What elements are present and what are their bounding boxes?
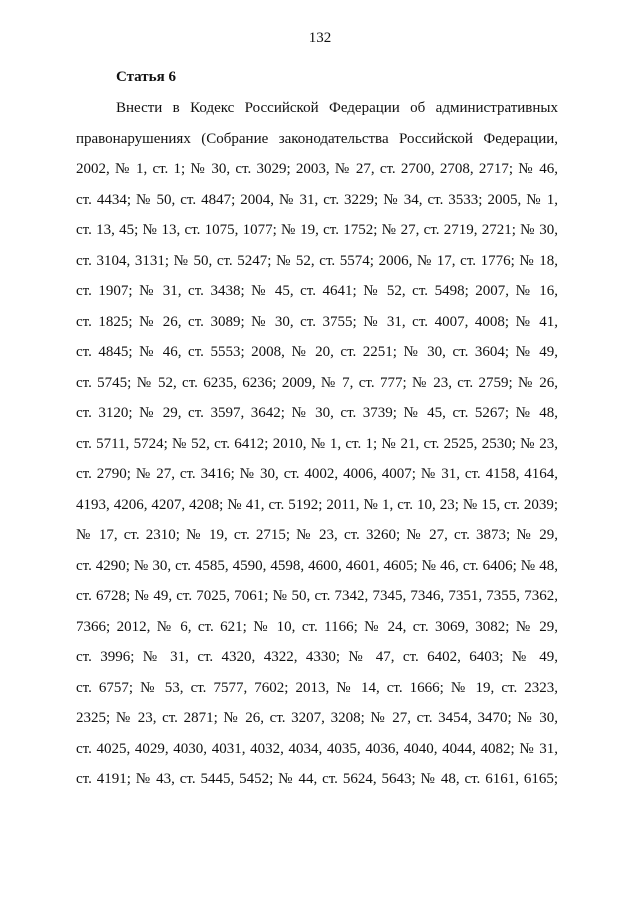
body-line: ст. 6728; № 49, ст. 7025, 7061; № 50, ст. 7342, 7345, 7346, 7351, 7355, 7362, <box>76 588 558 604</box>
body-line: ст. 6757; № 53, ст. 7577, 7602; 2013, № 14, ст. 1666; № 19, ст. 2323, <box>76 679 558 696</box>
body-line: 4193, 4206, 4207, 4208; № 41, ст. 5192; 2011, № 1, ст. 10, 23; № 15, ст. 2039; <box>76 496 558 513</box>
page-number: 132 <box>308 30 332 46</box>
body-line: ст. 13, 45; № 13, ст. 1075, 1077; № 19, ст. 1752; № 27, ст. 2719, 2721; № 30, <box>76 222 558 238</box>
body-line: 2002, № 1, ст. 1; № 30, ст. 3029; 2003, № 27, ст. 2700, 2708, 2717; № 46, <box>76 161 558 177</box>
body-line: Внести в Кодекс Российской Федерации об административных <box>116 100 558 116</box>
body-line: 7366; 2012, № 6, ст. 621; № 10, ст. 1166; № 24, ст. 3069, 3082; № 29, <box>76 618 558 635</box>
body-line: ст. 5711, 5724; № 52, ст. 6412; 2010, № 1, ст. 1; № 21, ст. 2525, 2530; № 23, <box>76 435 558 452</box>
body-line: ст. 3996; № 31, ст. 4320, 4322, 4330; № 47, ст. 6402, 6403; № 49, <box>76 649 558 665</box>
article-body <box>76 98 558 800</box>
body-line: правонарушениях (Собрание законодательства Российской Федерации, <box>76 130 558 147</box>
body-line: ст. 1907; № 31, ст. 3438; № 45, ст. 4641; № 52, ст. 5498; 2007, № 16, <box>76 283 558 299</box>
body-line: ст. 3104, 3131; № 50, ст. 5247; № 52, ст. 5574; 2006, № 17, ст. 1776; № 18, <box>76 252 558 269</box>
body-line: № 17, ст. 2310; № 19, ст. 2715; № 23, ст. 3260; № 27, ст. 3873; № 29, <box>76 527 558 543</box>
body-line: ст. 4434; № 50, ст. 4847; 2004, № 31, ст. 3229; № 34, ст. 3533; 2005, № 1, <box>76 191 558 208</box>
body-line: ст. 1825; № 26, ст. 3089; № 30, ст. 3755; № 31, ст. 4007, 4008; № 41, <box>76 313 558 330</box>
body-line: ст. 4191; № 43, ст. 5445, 5452; № 44, ст. 5624, 5643; № 48, ст. 6161, 6165; <box>76 771 558 787</box>
body-line: 2325; № 23, ст. 2871; № 26, ст. 3207, 3208; № 27, ст. 3454, 3470; № 30, <box>76 710 558 726</box>
body-line: ст. 3120; № 29, ст. 3597, 3642; № 30, ст. 3739; № 45, ст. 5267; № 48, <box>76 405 558 421</box>
body-line: ст. 5745; № 52, ст. 6235, 6236; 2009, № 7, ст. 777; № 23, ст. 2759; № 26, <box>76 374 558 391</box>
article-title: Статья 6 <box>116 69 176 85</box>
body-line: ст. 2790; № 27, ст. 3416; № 30, ст. 4002, 4006, 4007; № 31, ст. 4158, 4164, <box>76 466 558 482</box>
body-line: ст. 4290; № 30, ст. 4585, 4590, 4598, 4600, 4601, 4605; № 46, ст. 6406; № 48, <box>76 557 558 574</box>
body-line: ст. 4025, 4029, 4030, 4031, 4032, 4034, 4035, 4036, 4040, 4044, 4082; № 31, <box>76 740 558 757</box>
body-line: ст. 4845; № 46, ст. 5553; 2008, № 20, ст. 2251; № 30, ст. 3604; № 49, <box>76 344 558 360</box>
